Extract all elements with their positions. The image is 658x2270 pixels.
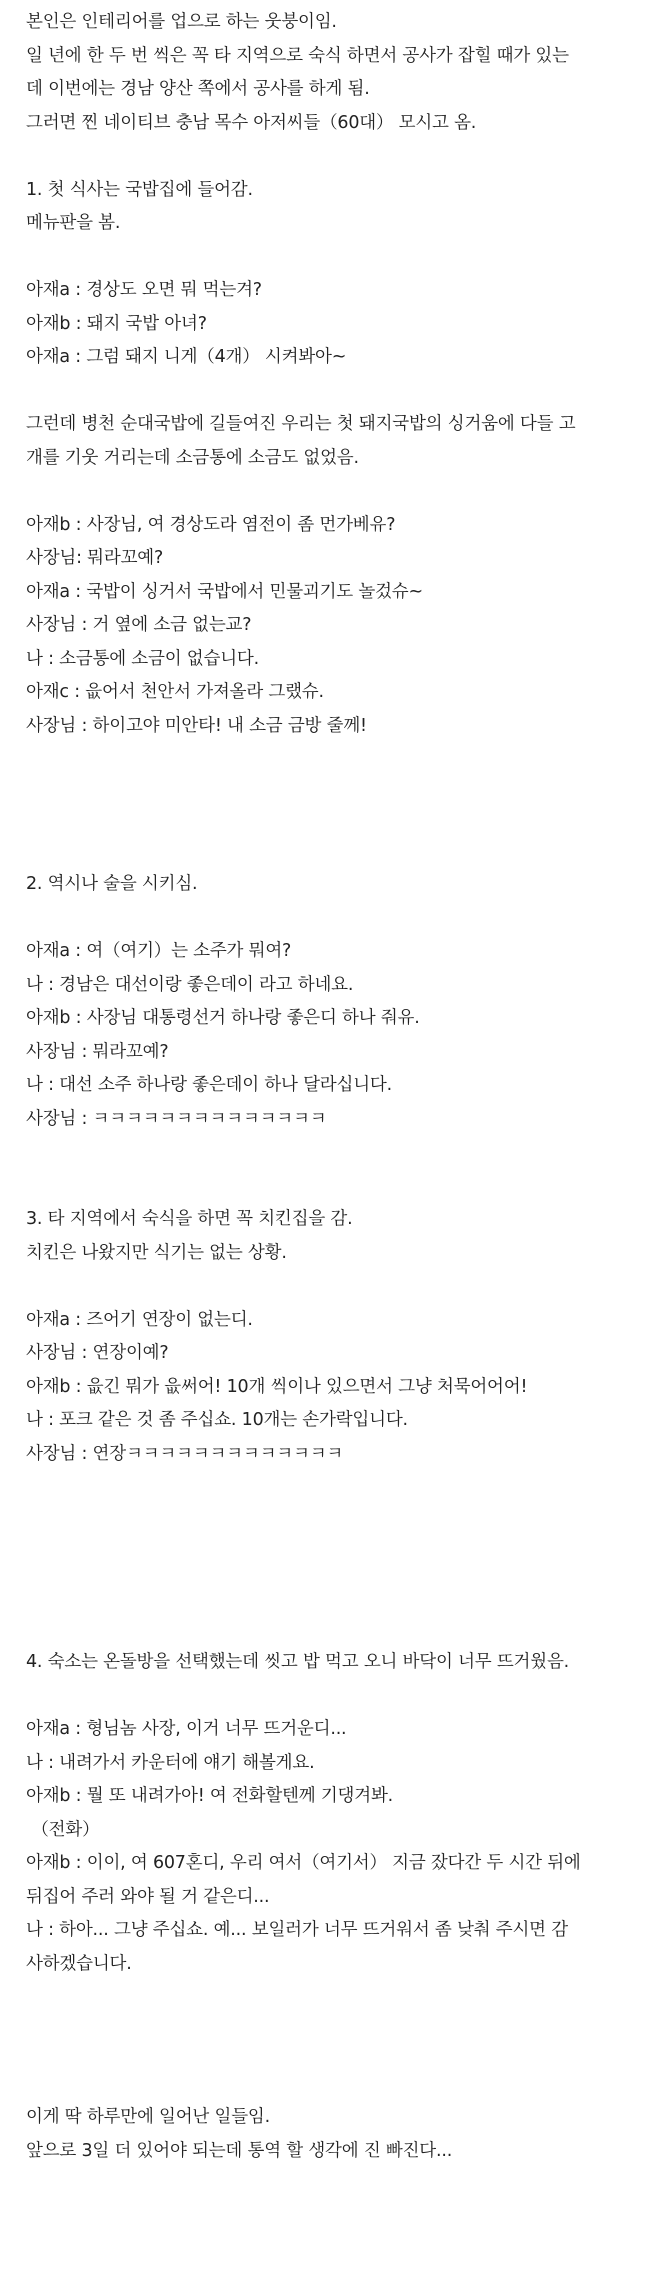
dialog-line: 사장님 : 연장ㅋㅋㅋㅋㅋㅋㅋㅋㅋㅋㅋㅋㅋ xyxy=(26,1443,344,1464)
section-4 xyxy=(26,1646,648,1981)
section-heading: 1. 첫 식사는 국밥집에 들어감. xyxy=(26,179,253,200)
section-heading: 4. 숙소는 온돌방을 선택했는데 씻고 밥 먹고 오니 바닥이 너무 뜨거웠음. xyxy=(26,1652,570,1672)
dialog-line: 아재b : 이이, 여 607혼디, 우리 여서（여기서） 지금 잤다간 두 시간 뒤에 xyxy=(26,1853,581,1873)
dialog-line: 나 : 경남은 대선이랑 좋은데이 라고 하네요. xyxy=(26,974,354,995)
dialog-line: 아재a : 국밥이 싱거서 국밥에서 민물괴기도 놀겄슈~ xyxy=(26,581,423,602)
dialog-line: 사장님: 뭐라꼬예? xyxy=(26,548,164,568)
spacer xyxy=(26,1270,648,1304)
spacer xyxy=(26,475,648,509)
dialog-line: 나 : 내려가서 카운터에 얘기 해볼게요. xyxy=(26,1752,315,1773)
dialog-line: 사장님 : 하이고야 미안타! 내 소금 금방 줄께! xyxy=(26,715,367,736)
dialog-line: 아재b : 읎긴 뭐가 읎써어! 10개 씩이나 있으면서 그냥 처묵어어어! xyxy=(26,1376,528,1397)
spacer xyxy=(26,241,648,275)
dialog-line: 나 : 하아... 그냥 주십쇼. 예... 보일러가 너무 뜨거워서 좀 낮춰 주시면 감 xyxy=(26,1920,568,1940)
dialog-line: 아재b : 사장님, 여 경상도라 염전이 좀 먼가베유? xyxy=(26,514,396,535)
text-line: 치킨은 나왔지만 식기는 없는 상황. xyxy=(26,1242,287,1263)
dialog-line: 나 : 포크 같은 것 좀 주십쇼. 10개는 손가락입니다. xyxy=(26,1410,408,1430)
dialog-line: 아재b : 뭘 또 내려가아! 여 전화할텐께 기댕겨봐. xyxy=(26,1786,394,1806)
dialog-line: 아재a : 형님놈 사장, 이거 너무 뜨거운디... xyxy=(26,1719,347,1739)
text-line: 메뉴판을 봄. xyxy=(26,213,121,233)
dialog-line: 사장님 : 연장이예? xyxy=(26,1343,169,1363)
dialog-line: 아재a : 여（여기）는 소주가 뭐여? xyxy=(26,941,292,961)
intro-paragraph xyxy=(26,6,648,140)
spacer xyxy=(26,1136,648,1203)
spacer xyxy=(26,902,648,936)
section-1 xyxy=(26,174,648,744)
dialog-line: （전화） xyxy=(26,1819,100,1840)
text-line: 데 이번에는 경남 양산 쪽에서 공사를 하게 됨. xyxy=(26,79,370,99)
dialog-line: 아재b : 돼지 국밥 아녀? xyxy=(26,313,207,334)
dialog-line: 아재a : 즈어기 연장이 없는디. xyxy=(26,1309,253,1330)
outro-paragraph xyxy=(26,2101,648,2168)
section-heading: 3. 타 지역에서 숙식을 하면 꼭 치킨집을 감. xyxy=(26,1209,353,1229)
dialog-line: 사장님 : 뭐라꼬예? xyxy=(26,1041,169,1062)
dialog-line: 아재a : 경상도 오면 뭐 먹는겨? xyxy=(26,280,262,300)
dialog-line: 뒤집어 주러 와야 될 거 같은디... xyxy=(26,1886,270,1907)
dialog-line: 사하겠습니다. xyxy=(26,1953,132,1974)
spacer xyxy=(26,375,648,409)
spacer xyxy=(26,1680,648,1714)
section-3 xyxy=(26,1203,648,1471)
dialog-line: 나 : 소금통에 소금이 없습니다. xyxy=(26,648,259,669)
spacer xyxy=(26,140,648,174)
spacer xyxy=(26,743,648,868)
text-line: 본인은 인테리어를 업으로 하는 웃붕이임. xyxy=(26,12,337,32)
dialog-line: 사장님 : 거 옆에 소금 없는교? xyxy=(26,615,252,635)
text-line: 앞으로 3일 더 있어야 되는데 통역 할 생각에 진 빠진다... xyxy=(26,2140,453,2161)
section-2 xyxy=(26,868,648,1136)
spacer xyxy=(26,1981,648,2101)
dialog-line: 아재c : 읎어서 천안서 가져올라 그랬슈. xyxy=(26,682,324,702)
dialog-line: 아재b : 사장님 대통령선거 하나랑 좋은디 하나 줘유. xyxy=(26,1008,420,1028)
text-line: 일 년에 한 두 번 씩은 꼭 타 지역으로 숙식 하면서 공사가 잡힐 때가 있는 xyxy=(26,45,569,66)
dialog-line: 사장님 : ㅋㅋㅋㅋㅋㅋㅋㅋㅋㅋㅋㅋㅋㅋ xyxy=(26,1108,327,1129)
text-line: 이게 딱 하루만에 일어난 일들임. xyxy=(26,2107,270,2127)
text-line: 그러면 찐 네이티브 충남 목수 아저씨들（60대） 모시고 옴. xyxy=(26,112,477,133)
text-line: 그런데 병천 순대국밥에 길들여진 우리는 첫 돼지국밥의 싱거움에 다들 고 xyxy=(26,414,576,434)
dialog-line: 나 : 대선 소주 하나랑 좋은데이 하나 달라십니다. xyxy=(26,1075,392,1095)
spacer xyxy=(26,1471,648,1646)
dialog-line: 아재a : 그럼 돼지 니게（4개） 시켜봐아~ xyxy=(26,347,347,367)
section-heading: 2. 역시나 술을 시키심. xyxy=(26,874,198,894)
text-line: 개를 기웃 거리는데 소금통에 소금도 없었음. xyxy=(26,447,359,468)
